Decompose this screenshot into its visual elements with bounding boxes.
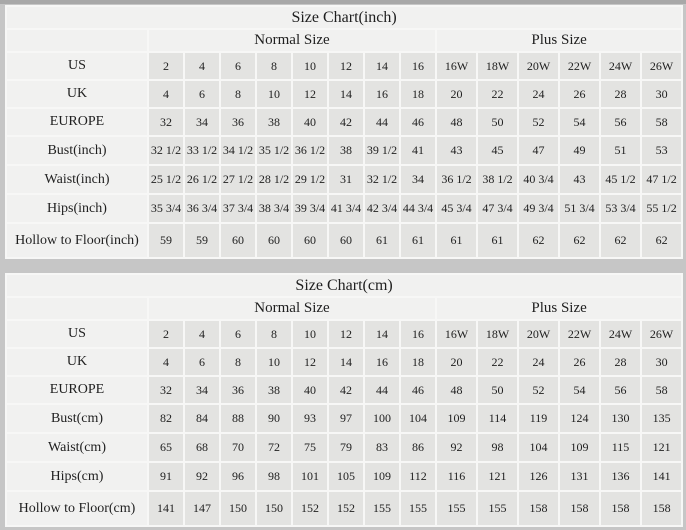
size-value-cell: 42 xyxy=(329,109,363,135)
size-value-cell: 97 xyxy=(329,405,363,432)
size-value-cell: 31 xyxy=(329,166,363,193)
row-label: UK xyxy=(7,81,147,107)
size-value-cell: 35 3/4 xyxy=(149,195,183,222)
size-value-cell: 26 xyxy=(560,81,599,107)
size-value-cell: 65 xyxy=(149,434,183,461)
size-value-cell: 38 xyxy=(329,137,363,164)
size-value-cell: 25 1/2 xyxy=(149,166,183,193)
size-value-cell: 53 xyxy=(642,137,681,164)
size-value-cell: 51 xyxy=(601,137,640,164)
size-value-cell: 28 xyxy=(601,349,640,375)
size-value-cell: 44 3/4 xyxy=(401,195,435,222)
size-value-cell: 28 xyxy=(601,81,640,107)
table-row xyxy=(7,53,681,79)
size-value-cell: 42 3/4 xyxy=(365,195,399,222)
size-value-cell: 18 xyxy=(401,81,435,107)
size-value-cell: 47 xyxy=(519,137,558,164)
size-value-cell: 62 xyxy=(642,224,681,257)
row-label: US xyxy=(7,53,147,79)
size-value-cell: 28 1/2 xyxy=(257,166,291,193)
size-value-cell: 40 xyxy=(293,109,327,135)
size-value-cell: 79 xyxy=(329,434,363,461)
size-value-cell: 48 xyxy=(437,109,476,135)
normal-size-header: Normal Size xyxy=(149,298,435,319)
size-value-cell: 115 xyxy=(601,434,640,461)
row-label: UK xyxy=(7,349,147,375)
table-row xyxy=(7,463,681,490)
size-value-cell: 37 3/4 xyxy=(221,195,255,222)
size-value-cell: 14 xyxy=(329,81,363,107)
size-value-cell: 155 xyxy=(478,492,517,525)
table-row xyxy=(7,405,681,432)
row-label: Waist(inch) xyxy=(7,166,147,193)
size-value-cell: 22W xyxy=(560,321,599,347)
size-value-cell: 12 xyxy=(293,349,327,375)
size-value-cell: 119 xyxy=(519,405,558,432)
size-value-cell: 100 xyxy=(365,405,399,432)
size-value-cell: 32 1/2 xyxy=(365,166,399,193)
table-row xyxy=(7,321,681,347)
size-chart-cm-table xyxy=(5,273,683,527)
size-value-cell: 40 xyxy=(293,377,327,403)
size-value-cell: 83 xyxy=(365,434,399,461)
normal-size-header: Normal Size xyxy=(149,30,435,51)
size-value-cell: 36 xyxy=(221,377,255,403)
size-value-cell: 116 xyxy=(437,463,476,490)
size-value-cell: 32 1/2 xyxy=(149,137,183,164)
row-label: EUROPE xyxy=(7,109,147,135)
size-value-cell: 4 xyxy=(149,81,183,107)
size-value-cell: 6 xyxy=(221,53,255,79)
size-value-cell: 155 xyxy=(401,492,435,525)
size-value-cell: 75 xyxy=(293,434,327,461)
size-value-cell: 44 xyxy=(365,109,399,135)
size-value-cell: 114 xyxy=(478,405,517,432)
size-value-cell: 22 xyxy=(478,349,517,375)
size-value-cell: 152 xyxy=(293,492,327,525)
size-value-cell: 109 xyxy=(437,405,476,432)
size-value-cell: 92 xyxy=(185,463,219,490)
size-value-cell: 62 xyxy=(601,224,640,257)
size-value-cell: 59 xyxy=(185,224,219,257)
table-row xyxy=(7,492,681,525)
size-value-cell: 24W xyxy=(601,321,640,347)
size-value-cell: 158 xyxy=(642,492,681,525)
row-label: Bust(inch) xyxy=(7,137,147,164)
column-group-row xyxy=(7,30,681,51)
size-value-cell: 62 xyxy=(560,224,599,257)
size-value-cell: 98 xyxy=(478,434,517,461)
size-value-cell: 126 xyxy=(519,463,558,490)
size-value-cell: 45 xyxy=(478,137,517,164)
size-value-cell: 41 xyxy=(401,137,435,164)
size-value-cell: 36 1/2 xyxy=(293,137,327,164)
size-value-cell: 109 xyxy=(560,434,599,461)
size-chart-inch-table xyxy=(5,5,683,259)
size-value-cell: 35 1/2 xyxy=(257,137,291,164)
corner-cell xyxy=(7,30,147,51)
size-value-cell: 24 xyxy=(519,349,558,375)
size-value-cell: 47 1/2 xyxy=(642,166,681,193)
size-value-cell: 90 xyxy=(257,405,291,432)
size-value-cell: 60 xyxy=(293,224,327,257)
size-value-cell: 14 xyxy=(365,53,399,79)
size-value-cell: 46 xyxy=(401,377,435,403)
size-value-cell: 41 3/4 xyxy=(329,195,363,222)
size-value-cell: 59 xyxy=(149,224,183,257)
size-value-cell: 60 xyxy=(257,224,291,257)
size-value-cell: 52 xyxy=(519,377,558,403)
table-title-row xyxy=(7,7,681,28)
size-value-cell: 34 xyxy=(185,109,219,135)
table-row xyxy=(7,224,681,257)
size-value-cell: 30 xyxy=(642,349,681,375)
size-value-cell: 8 xyxy=(257,53,291,79)
size-value-cell: 8 xyxy=(221,349,255,375)
size-value-cell: 30 xyxy=(642,81,681,107)
size-value-cell: 155 xyxy=(437,492,476,525)
size-value-cell: 141 xyxy=(642,463,681,490)
size-value-cell: 121 xyxy=(642,434,681,461)
table-row xyxy=(7,349,681,375)
size-value-cell: 8 xyxy=(221,81,255,107)
size-value-cell: 16W xyxy=(437,53,476,79)
size-value-cell: 93 xyxy=(293,405,327,432)
size-value-cell: 98 xyxy=(257,463,291,490)
size-value-cell: 43 xyxy=(437,137,476,164)
size-value-cell: 58 xyxy=(642,377,681,403)
size-value-cell: 20W xyxy=(519,321,558,347)
size-value-cell: 12 xyxy=(329,53,363,79)
row-label: EUROPE xyxy=(7,377,147,403)
size-value-cell: 26 xyxy=(560,349,599,375)
size-value-cell: 47 3/4 xyxy=(478,195,517,222)
size-value-cell: 104 xyxy=(401,405,435,432)
size-value-cell: 22W xyxy=(560,53,599,79)
size-value-cell: 2 xyxy=(149,53,183,79)
size-value-cell: 48 xyxy=(437,377,476,403)
size-value-cell: 10 xyxy=(257,81,291,107)
size-value-cell: 32 xyxy=(149,109,183,135)
size-value-cell: 109 xyxy=(365,463,399,490)
size-value-cell: 136 xyxy=(601,463,640,490)
size-value-cell: 12 xyxy=(329,321,363,347)
table-row xyxy=(7,377,681,403)
row-label: Waist(cm) xyxy=(7,434,147,461)
size-value-cell: 61 xyxy=(478,224,517,257)
corner-cell xyxy=(7,298,147,319)
size-value-cell: 45 3/4 xyxy=(437,195,476,222)
size-value-cell: 54 xyxy=(560,109,599,135)
size-value-cell: 32 xyxy=(149,377,183,403)
size-chart-inch-body xyxy=(7,53,681,257)
size-value-cell: 6 xyxy=(185,349,219,375)
table-row xyxy=(7,195,681,222)
size-value-cell: 61 xyxy=(365,224,399,257)
size-value-cell: 38 3/4 xyxy=(257,195,291,222)
size-value-cell: 131 xyxy=(560,463,599,490)
size-value-cell: 4 xyxy=(185,321,219,347)
size-value-cell: 36 1/2 xyxy=(437,166,476,193)
size-value-cell: 141 xyxy=(149,492,183,525)
size-value-cell: 112 xyxy=(401,463,435,490)
size-value-cell: 72 xyxy=(257,434,291,461)
size-value-cell: 39 1/2 xyxy=(365,137,399,164)
size-value-cell: 124 xyxy=(560,405,599,432)
size-value-cell: 34 xyxy=(185,377,219,403)
size-value-cell: 135 xyxy=(642,405,681,432)
size-value-cell: 43 xyxy=(560,166,599,193)
table-row xyxy=(7,166,681,193)
row-label: US xyxy=(7,321,147,347)
size-value-cell: 96 xyxy=(221,463,255,490)
size-value-cell: 56 xyxy=(601,109,640,135)
size-value-cell: 45 1/2 xyxy=(601,166,640,193)
table-title-row xyxy=(7,275,681,296)
size-value-cell: 16 xyxy=(401,53,435,79)
size-value-cell: 6 xyxy=(221,321,255,347)
size-value-cell: 51 3/4 xyxy=(560,195,599,222)
size-value-cell: 34 xyxy=(401,166,435,193)
size-value-cell: 16 xyxy=(365,81,399,107)
size-value-cell: 158 xyxy=(519,492,558,525)
size-value-cell: 150 xyxy=(221,492,255,525)
size-value-cell: 26W xyxy=(642,321,681,347)
size-value-cell: 61 xyxy=(401,224,435,257)
size-value-cell: 42 xyxy=(329,377,363,403)
size-value-cell: 40 3/4 xyxy=(519,166,558,193)
size-value-cell: 16 xyxy=(365,349,399,375)
size-value-cell: 36 3/4 xyxy=(185,195,219,222)
size-value-cell: 70 xyxy=(221,434,255,461)
size-value-cell: 105 xyxy=(329,463,363,490)
size-value-cell: 20 xyxy=(437,81,476,107)
size-value-cell: 18 xyxy=(401,349,435,375)
size-value-cell: 152 xyxy=(329,492,363,525)
size-value-cell: 86 xyxy=(401,434,435,461)
table-row xyxy=(7,81,681,107)
size-value-cell: 49 xyxy=(560,137,599,164)
size-value-cell: 34 1/2 xyxy=(221,137,255,164)
table-row xyxy=(7,137,681,164)
size-value-cell: 20W xyxy=(519,53,558,79)
size-value-cell: 4 xyxy=(185,53,219,79)
size-value-cell: 27 1/2 xyxy=(221,166,255,193)
size-value-cell: 50 xyxy=(478,109,517,135)
size-value-cell: 22 xyxy=(478,81,517,107)
size-value-cell: 130 xyxy=(601,405,640,432)
size-value-cell: 54 xyxy=(560,377,599,403)
size-value-cell: 53 3/4 xyxy=(601,195,640,222)
size-value-cell: 104 xyxy=(519,434,558,461)
row-label: Hips(inch) xyxy=(7,195,147,222)
size-value-cell: 158 xyxy=(601,492,640,525)
size-value-cell: 60 xyxy=(221,224,255,257)
size-value-cell: 18W xyxy=(478,53,517,79)
size-value-cell: 155 xyxy=(365,492,399,525)
size-value-cell: 10 xyxy=(293,53,327,79)
size-value-cell: 36 xyxy=(221,109,255,135)
plus-size-header: Plus Size xyxy=(437,30,681,51)
size-value-cell: 150 xyxy=(257,492,291,525)
size-value-cell: 38 xyxy=(257,109,291,135)
size-value-cell: 38 1/2 xyxy=(478,166,517,193)
size-value-cell: 61 xyxy=(437,224,476,257)
size-value-cell: 92 xyxy=(437,434,476,461)
size-value-cell: 147 xyxy=(185,492,219,525)
size-value-cell: 26W xyxy=(642,53,681,79)
table-title: Size Chart(cm) xyxy=(7,275,681,296)
size-value-cell: 29 1/2 xyxy=(293,166,327,193)
size-value-cell: 50 xyxy=(478,377,517,403)
size-value-cell: 14 xyxy=(365,321,399,347)
column-group-row xyxy=(7,298,681,319)
size-value-cell: 46 xyxy=(401,109,435,135)
size-value-cell: 10 xyxy=(257,349,291,375)
size-value-cell: 60 xyxy=(329,224,363,257)
size-value-cell: 91 xyxy=(149,463,183,490)
size-value-cell: 101 xyxy=(293,463,327,490)
size-value-cell: 14 xyxy=(329,349,363,375)
size-value-cell: 62 xyxy=(519,224,558,257)
size-value-cell: 16 xyxy=(401,321,435,347)
size-value-cell: 6 xyxy=(185,81,219,107)
table-row xyxy=(7,434,681,461)
size-value-cell: 52 xyxy=(519,109,558,135)
size-value-cell: 88 xyxy=(221,405,255,432)
size-value-cell: 55 1/2 xyxy=(642,195,681,222)
size-value-cell: 39 3/4 xyxy=(293,195,327,222)
size-value-cell: 18W xyxy=(478,321,517,347)
size-value-cell: 24 xyxy=(519,81,558,107)
size-value-cell: 56 xyxy=(601,377,640,403)
size-value-cell: 121 xyxy=(478,463,517,490)
row-label: Hollow to Floor(cm) xyxy=(7,492,147,525)
top-edge-strip xyxy=(0,0,686,4)
row-label: Hollow to Floor(inch) xyxy=(7,224,147,257)
size-value-cell: 24W xyxy=(601,53,640,79)
table-row xyxy=(7,109,681,135)
size-value-cell: 8 xyxy=(257,321,291,347)
size-value-cell: 33 1/2 xyxy=(185,137,219,164)
size-value-cell: 158 xyxy=(560,492,599,525)
size-value-cell: 49 3/4 xyxy=(519,195,558,222)
table-title: Size Chart(inch) xyxy=(7,7,681,28)
size-value-cell: 2 xyxy=(149,321,183,347)
size-value-cell: 20 xyxy=(437,349,476,375)
size-chart-cm-body xyxy=(7,321,681,525)
size-value-cell: 68 xyxy=(185,434,219,461)
size-value-cell: 44 xyxy=(365,377,399,403)
row-label: Hips(cm) xyxy=(7,463,147,490)
size-value-cell: 4 xyxy=(149,349,183,375)
size-value-cell: 10 xyxy=(293,321,327,347)
size-value-cell: 84 xyxy=(185,405,219,432)
size-value-cell: 26 1/2 xyxy=(185,166,219,193)
size-value-cell: 82 xyxy=(149,405,183,432)
size-value-cell: 16W xyxy=(437,321,476,347)
size-value-cell: 38 xyxy=(257,377,291,403)
size-value-cell: 58 xyxy=(642,109,681,135)
size-value-cell: 12 xyxy=(293,81,327,107)
plus-size-header: Plus Size xyxy=(437,298,681,319)
row-label: Bust(cm) xyxy=(7,405,147,432)
